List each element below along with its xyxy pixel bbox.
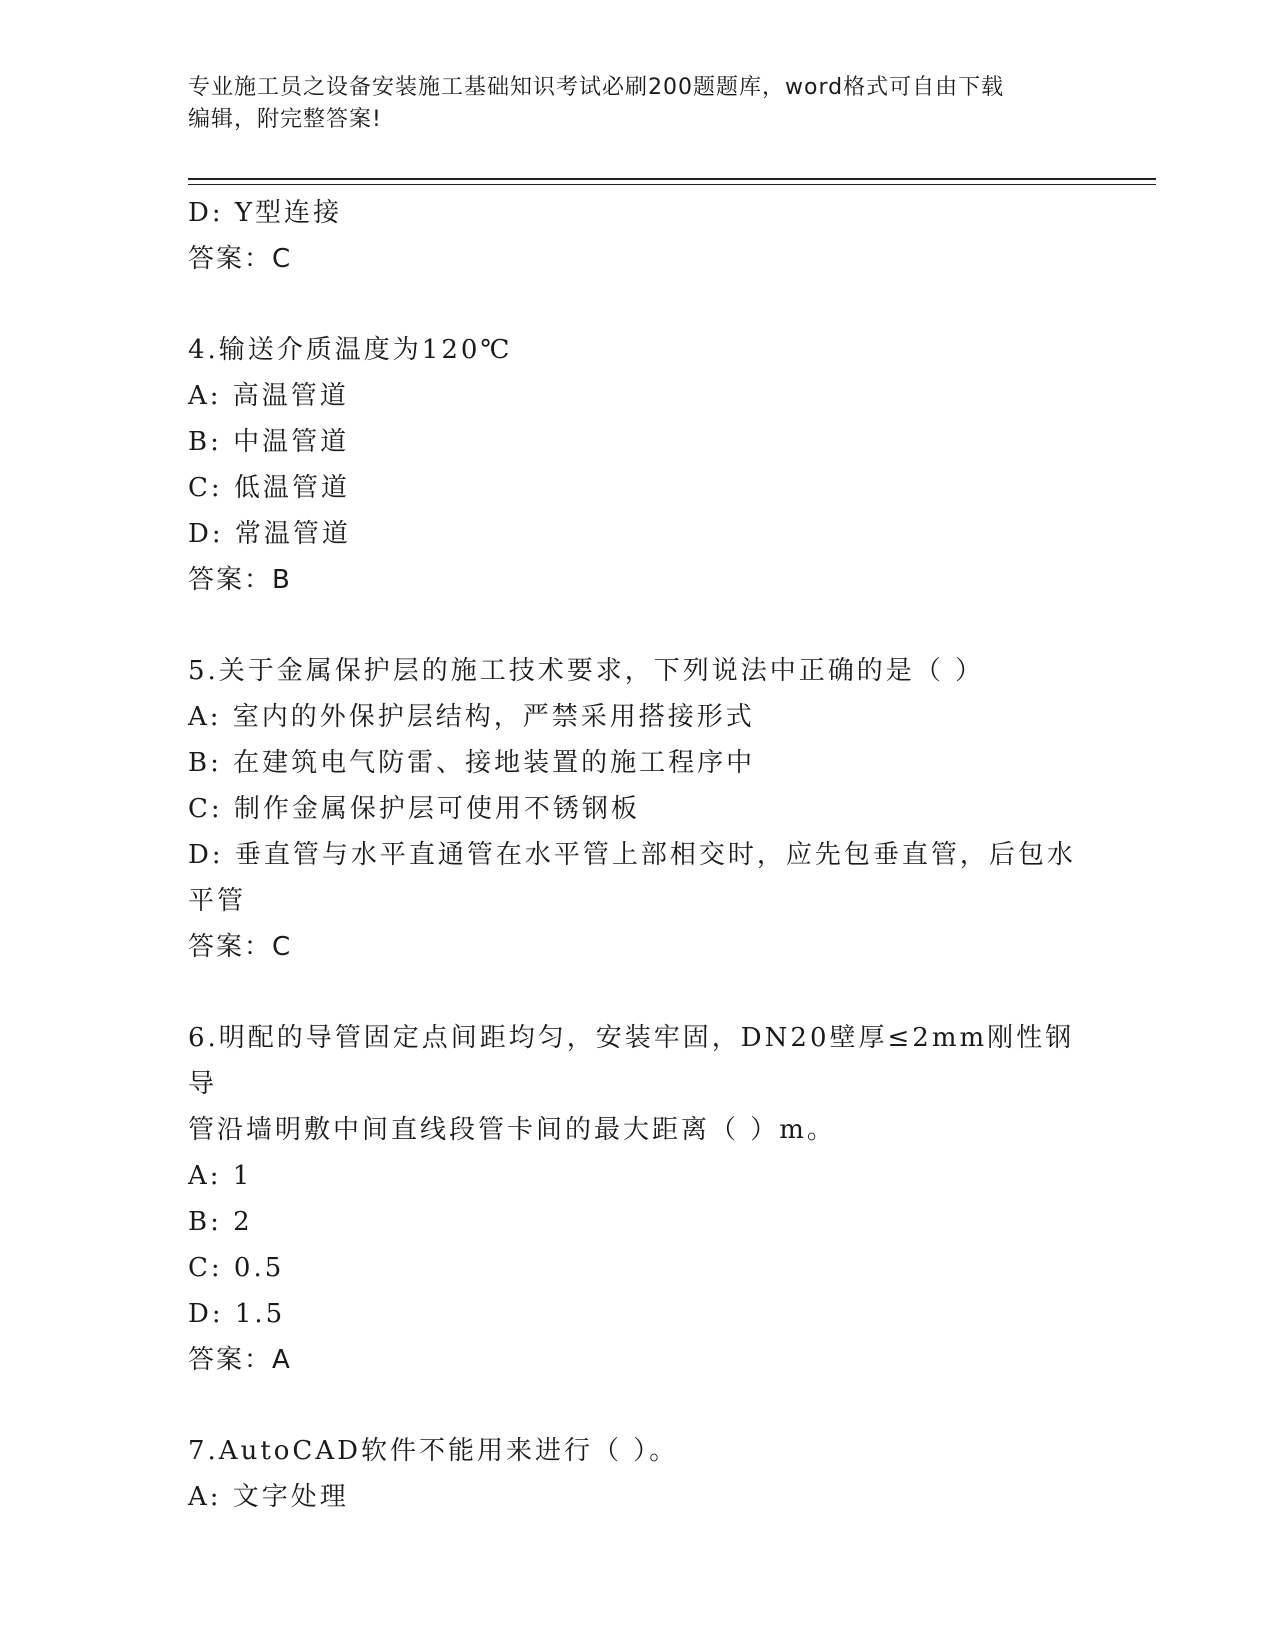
question-4 <box>188 327 1088 603</box>
header-title-line-2: 编辑，附完整答案! <box>188 107 382 132</box>
option-b: B: 中温管道 <box>188 427 350 457</box>
question-6 <box>188 1015 1088 1383</box>
answer-line: 答案：C <box>188 932 293 962</box>
option-b: B: 在建筑电气防雷、接地装置的施工程序中 <box>188 748 756 778</box>
option-d: D: 常温管道 <box>188 519 351 549</box>
option-b: B: 2 <box>188 1207 253 1237</box>
document-header <box>188 72 1088 136</box>
option-c: C: 0.5 <box>188 1253 285 1283</box>
question-3-tail <box>188 190 1088 282</box>
option-d: D: 1.5 <box>188 1299 286 1329</box>
option-c: C: 制作金属保护层可使用不锈钢板 <box>188 794 640 824</box>
header-divider-thin <box>188 184 1156 185</box>
question-5 <box>188 648 1088 970</box>
option-a: A: 1 <box>188 1161 253 1191</box>
question-stem: 7.AutoCAD软件不能用来进行（ ）。 <box>188 1436 679 1466</box>
option-d: D: 垂直管与水平直通管在水平管上部相交时，应先包垂直管，后包水 <box>188 840 1076 870</box>
answer-line: 答案：C <box>188 244 293 274</box>
answer-line: 答案：B <box>188 565 292 595</box>
option-d-continued: 平管 <box>188 886 247 916</box>
question-7 <box>188 1428 1088 1520</box>
option-a: A: 室内的外保护层结构，严禁采用搭接形式 <box>188 702 755 732</box>
question-stem: 5.关于金属保护层的施工技术要求，下列说法中正确的是（ ） <box>188 656 985 686</box>
option-d: D: Y型连接 <box>188 198 343 228</box>
question-list <box>188 190 1088 1520</box>
header-title-line-1: 专业施工员之设备安装施工基础知识考试必刷200题题库，word格式可自由下载 <box>188 75 1005 100</box>
question-stem-continued: 管沿墙明敷中间直线段管卡间的最大距离（ ）m。 <box>188 1115 836 1145</box>
answer-line: 答案：A <box>188 1345 292 1375</box>
header-divider-thick <box>188 178 1156 180</box>
option-c: C: 低温管道 <box>188 473 350 503</box>
question-stem: 6.明配的导管固定点间距均匀，安装牢固，DN20壁厚≤2mm刚性钢导 <box>188 1023 1075 1099</box>
option-a: A: 文字处理 <box>188 1482 349 1512</box>
question-stem: 4.输送介质温度为120℃ <box>188 335 513 365</box>
option-a: A: 高温管道 <box>188 381 349 411</box>
